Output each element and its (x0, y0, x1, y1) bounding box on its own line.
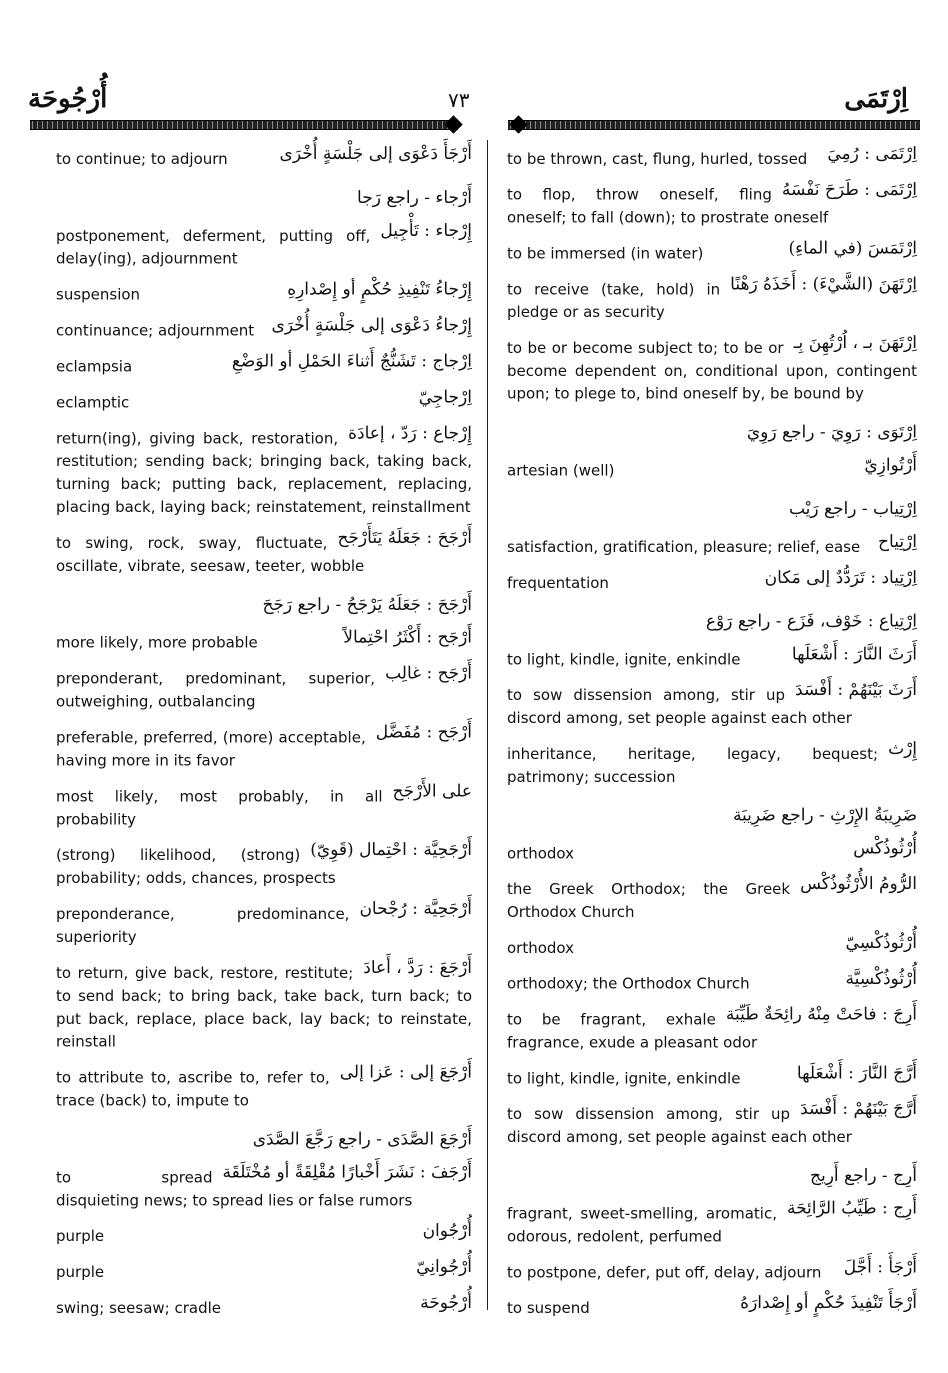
right-column (507, 144, 917, 1333)
english-definition: swing; seesaw; cradle (56, 1297, 472, 1320)
dictionary-entry (56, 840, 472, 890)
arabic-headword: اِرْتَمَى : طَرَحَ نَفْسَهُ (781, 179, 917, 200)
arabic-headword: على الأَرْجَح (392, 781, 472, 802)
english-definition: purple (56, 1261, 472, 1284)
arabic-headword: أُرْثُوذُكْسِيّ (845, 933, 917, 953)
column-divider (487, 140, 488, 1310)
arabic-headword: أَرْجاء - راجع رَجا (357, 187, 472, 208)
english-definition: the Greek Orthodox; the Greek Orthodox Church (507, 878, 917, 924)
arabic-headword: ضَرِيبَةُ الإِرْثِ - راجع ضَرِيبَة (732, 805, 917, 826)
arabic-headword: أَرْجَح : غالِب (385, 663, 472, 684)
arabic-headword: أَرْجَعَ إلى : عَزا إلى (339, 1062, 472, 1083)
arabic-headword: اِرْتِياد : تَرَدُّدٌ إلى مَكان (764, 567, 917, 588)
arabic-headword: أَرَثَ النَّارَ : أَشْعَلَها (791, 644, 917, 665)
english-definition: to be immersed (in water) (507, 243, 917, 266)
arabic-headword: اِرْتَوَى : رَوِيَ - راجع رَوِيَ (746, 422, 917, 443)
english-definition: to sow dissension among, stir up discord among, set people against each other (507, 1103, 917, 1149)
english-definition: to suspend (507, 1297, 917, 1320)
left-column (56, 144, 472, 1333)
english-definition: eclampsia (56, 355, 472, 378)
dictionary-entry (507, 838, 917, 865)
arabic-headword: إِرْث (888, 739, 917, 759)
english-definition: artesian (well) (507, 459, 917, 482)
english-definition: continuance; adjournment (56, 320, 472, 343)
dictionary-entry (507, 419, 917, 447)
dictionary-entry (56, 144, 472, 171)
english-definition: to spread disquieting news; to spread lies or false rumors (56, 1166, 472, 1212)
arabic-headword: إِرْجاع : رَدّ ، إعادَة (348, 423, 472, 444)
arabic-headword: اِرْتَهَنَ (الشَّيْءَ) : أَخَذَهُ رَهْنًا (730, 274, 917, 295)
dictionary-entry (56, 220, 472, 271)
dictionary-entry (56, 1293, 472, 1320)
english-definition: to swing, rock, sway, fluctuate, oscillate, vibrate, seesaw, teeter, wobble (56, 532, 472, 578)
arabic-headword: أَرِجَ : فاحَتْ مِنْهُ رائِحَةٌ طَيِّبَة (725, 1004, 917, 1025)
arabic-headword: أَرْجَأَ دَعْوَى إلى جَلْسَةٍ أُخْرَى (279, 144, 472, 164)
dictionary-entry (507, 179, 917, 230)
dictionary-entry (507, 1293, 917, 1320)
english-definition: to continue; to adjourn (56, 148, 472, 171)
header-rule-right (508, 118, 920, 132)
english-definition: postponement, deferment, putting off, delay(ing), adjournment (56, 225, 472, 271)
guide-word-right: اِرْتَمَى (844, 84, 908, 114)
arabic-headword: اِرْجاجِيّ (418, 387, 472, 408)
arabic-headword: أَرْجَحَ : جَعَلَهُ يَرْجَحُ - راجع رَجَحَ (262, 594, 472, 615)
english-definition: suspension (56, 284, 472, 307)
english-definition: orthodoxy; the Orthodox Church (507, 973, 917, 996)
dictionary-entry (56, 1257, 472, 1284)
arabic-headword: أَرْجَفَ : نَشَرَ أَخْبارًا مُقْلِقَةً أو مُخْتَلَقَة (222, 1162, 472, 1183)
dictionary-entry (507, 644, 917, 671)
dictionary-entry (56, 663, 472, 714)
english-definition: to attribute to, ascribe to, refer to, trace (back) to, impute to (56, 1067, 472, 1113)
dictionary-entry (507, 1099, 917, 1149)
dictionary-entry (56, 351, 472, 378)
dictionary-entry (507, 933, 917, 960)
dictionary-entry (507, 802, 917, 830)
page-header (0, 0, 948, 140)
arabic-headword: اِرْجاج : تَشَنُّجٌ أَثناءَ الحَمْلِ أو الوَضْعِ (231, 351, 472, 372)
dictionary-entry (507, 1162, 917, 1190)
arabic-headword: أَرْجَحِيَّة : احْتِمال (قَوِيّ) (310, 840, 472, 861)
arabic-headword: أُرْثُوذُكْس (853, 838, 917, 859)
dictionary-entry (507, 238, 917, 266)
arabic-headword: إِرْجاءُ تَنْفِيذِ حُكْمٍ أو إِصْدارِهِ (287, 279, 472, 300)
arabic-headword: الرُّومُ الأُرْثُوذُكْس (800, 874, 917, 895)
arabic-headword: أَرَّجَ النَّارَ : أَشْعَلَها (796, 1063, 917, 1084)
english-definition: eclamptic (56, 391, 472, 414)
english-definition: preponderance, predominance, superiority (56, 903, 472, 949)
arabic-headword: أَرْجَح : مُفَضَّل (375, 722, 472, 743)
arabic-headword: أَرِج : طَيِّبُ الرَّائِحَة (786, 1198, 917, 1219)
dictionary-entry (56, 957, 472, 1054)
english-definition: frequentation (507, 572, 917, 595)
arabic-headword: اِرْتِياع : خَوْف، فَزَع - راجع رَوْع (705, 611, 917, 632)
english-definition: to light, kindle, ignite, enkindle (507, 1067, 917, 1090)
arabic-headword: اِرْتَمَى : رُمِيَ (827, 144, 917, 164)
english-definition: orthodox (507, 937, 917, 960)
dictionary-entry (56, 1162, 472, 1212)
english-definition: to be or become subject to; to be or become dependent on, conditional upon, contingent upon; to plege to, bind oneself by, be bound by (507, 339, 917, 403)
english-definition: to sow dissension among, stir up discord among, set people against each other (507, 684, 917, 730)
english-definition: inheritance, heritage, legacy, bequest; patrimony; succession (507, 743, 917, 789)
header-rule-left (30, 118, 458, 132)
arabic-headword: اِرْتَمَسَ (في الماءِ) (788, 238, 917, 259)
arabic-headword: أَرِج - راجع أَرِيج (810, 1165, 917, 1186)
dictionary-entry (56, 591, 472, 619)
arabic-headword: اِرْتَهَنَ بـ ، اُرْتُهِنَ بِـ (793, 333, 917, 353)
dictionary-entry (56, 528, 472, 578)
dictionary-entry (507, 739, 917, 789)
english-definition: purple (56, 1225, 472, 1248)
arabic-headword: أَرَّجَ بَيْنَهُمْ : أَفْسَدَ (800, 1099, 917, 1120)
dictionary-entry (507, 274, 917, 324)
dictionary-entry (507, 608, 917, 636)
dictionary-entry (56, 1126, 472, 1154)
english-definition: preponderant, predominant, superior, outweighing, outbalancing (56, 668, 472, 714)
arabic-headword: أَرْجَأَ : أَجَّلَ (843, 1257, 917, 1278)
arabic-headword: إِرْجاء : تَأْجِيل (380, 220, 472, 241)
english-definition: to be fragrant, exhale fragrance, exude a pleasant odor (507, 1009, 917, 1055)
english-definition: to be thrown, cast, flung, hurled, tossed (507, 148, 917, 171)
dictionary-entry (56, 899, 472, 949)
english-definition: most likely, most probably, in all probability (56, 785, 472, 831)
arabic-headword: أُرْجُوحَة (420, 1293, 472, 1314)
dictionary-entry (56, 387, 472, 414)
arabic-headword: اِرْتِياب - راجع رَيْب (788, 499, 917, 520)
dictionary-entry (507, 680, 917, 730)
dictionary-entry (507, 1198, 917, 1249)
dictionary-entry (56, 184, 472, 212)
english-definition: to light, kindle, ignite, enkindle (507, 648, 917, 671)
dictionary-entry (507, 1004, 917, 1055)
diamond-ornament-icon (444, 115, 462, 133)
dictionary-entry (507, 144, 917, 171)
arabic-headword: أَرْجَحِيَّة : رُجْحان (359, 899, 472, 920)
guide-word-left: أُرْجُوحَة (28, 84, 108, 114)
english-definition: return(ing), giving back, restoration, restitution; sending back; bringing back, taking back, turning back; putting back, replacement, replacing, placing back, laying back; reinstatement, reinstallment (56, 429, 472, 517)
dictionary-entry (56, 722, 472, 773)
arabic-headword: أُرْجُوان (422, 1221, 472, 1242)
dictionary-entry (56, 279, 472, 307)
arabic-headword: أَرَثَ بَيْنَهُمْ : أَفْسَدَ (795, 680, 917, 701)
english-definition: fragrant, sweet-smelling, aromatic, odorous, redolent, perfumed (507, 1203, 917, 1249)
english-definition: preferable, preferred, (more) acceptable, having more in its favor (56, 727, 472, 773)
arabic-headword: أُرْجُوانِيّ (416, 1257, 472, 1278)
english-definition: satisfaction, gratification, pleasure; relief, ease (507, 536, 917, 559)
english-definition: orthodox (507, 842, 917, 865)
english-definition: more likely, more probable (56, 632, 472, 655)
dictionary-entry (507, 333, 917, 406)
dictionary-entry (507, 968, 917, 996)
dictionary-entry (507, 567, 917, 595)
page-number: ٧٣ (448, 88, 470, 112)
arabic-headword: أَرْجَحَ : جَعَلَهُ يَتَأَرْجَح (337, 528, 472, 548)
dictionary-entry (56, 627, 472, 655)
dictionary-entry (507, 495, 917, 523)
english-definition: to receive (take, hold) in pledge or as security (507, 278, 917, 324)
arabic-headword: أَرْجَعَ الصَّدَى - راجع رَجَّعَ الصَّدَى (252, 1129, 472, 1150)
dictionary-entry (56, 1062, 472, 1113)
arabic-headword: إِرْجاءُ دَعْوَى إلى جَلْسَةٍ أُخْرَى (271, 315, 472, 336)
dictionary-entry (56, 315, 472, 343)
dictionary-entry (507, 532, 917, 559)
arabic-headword: أَرْجَعَ : رَدَّ ، أَعادَ (363, 957, 472, 978)
dictionary-entry (507, 1257, 917, 1284)
dictionary-entry (56, 1221, 472, 1248)
dictionary-entry (56, 781, 472, 831)
english-definition: to flop, throw oneself, fling oneself; to fall (down); to prostrate oneself (507, 184, 917, 230)
diamond-ornament-icon (509, 115, 527, 133)
dictionary-entry (56, 423, 472, 519)
dictionary-entry (507, 1063, 917, 1090)
arabic-headword: أَرْجَح : أَكْثَرُ احْتِمالاً (343, 627, 472, 648)
arabic-headword: أَرْجَأَ تَنْفِيذَ حُكْمٍ أو إِصْدارَهُ (740, 1293, 917, 1314)
arabic-headword: أَرْتُوازِيّ (864, 455, 917, 476)
dictionary-entry (507, 874, 917, 924)
arabic-headword: اِرْتِياح (878, 532, 917, 552)
dictionary-entry (507, 455, 917, 482)
english-definition: (strong) likelihood, (strong) probability; odds, chances, prospects (56, 844, 472, 890)
english-definition: to return, give back, restore, restitute; to send back; to bring back, take back, turn back; to put back, replace, place back, lay back; to reinstate, reinstall (56, 963, 472, 1051)
english-definition: to postpone, defer, put off, delay, adjourn (507, 1261, 917, 1284)
arabic-headword: أُرْثُوذُكْسِيَّة (845, 968, 917, 989)
